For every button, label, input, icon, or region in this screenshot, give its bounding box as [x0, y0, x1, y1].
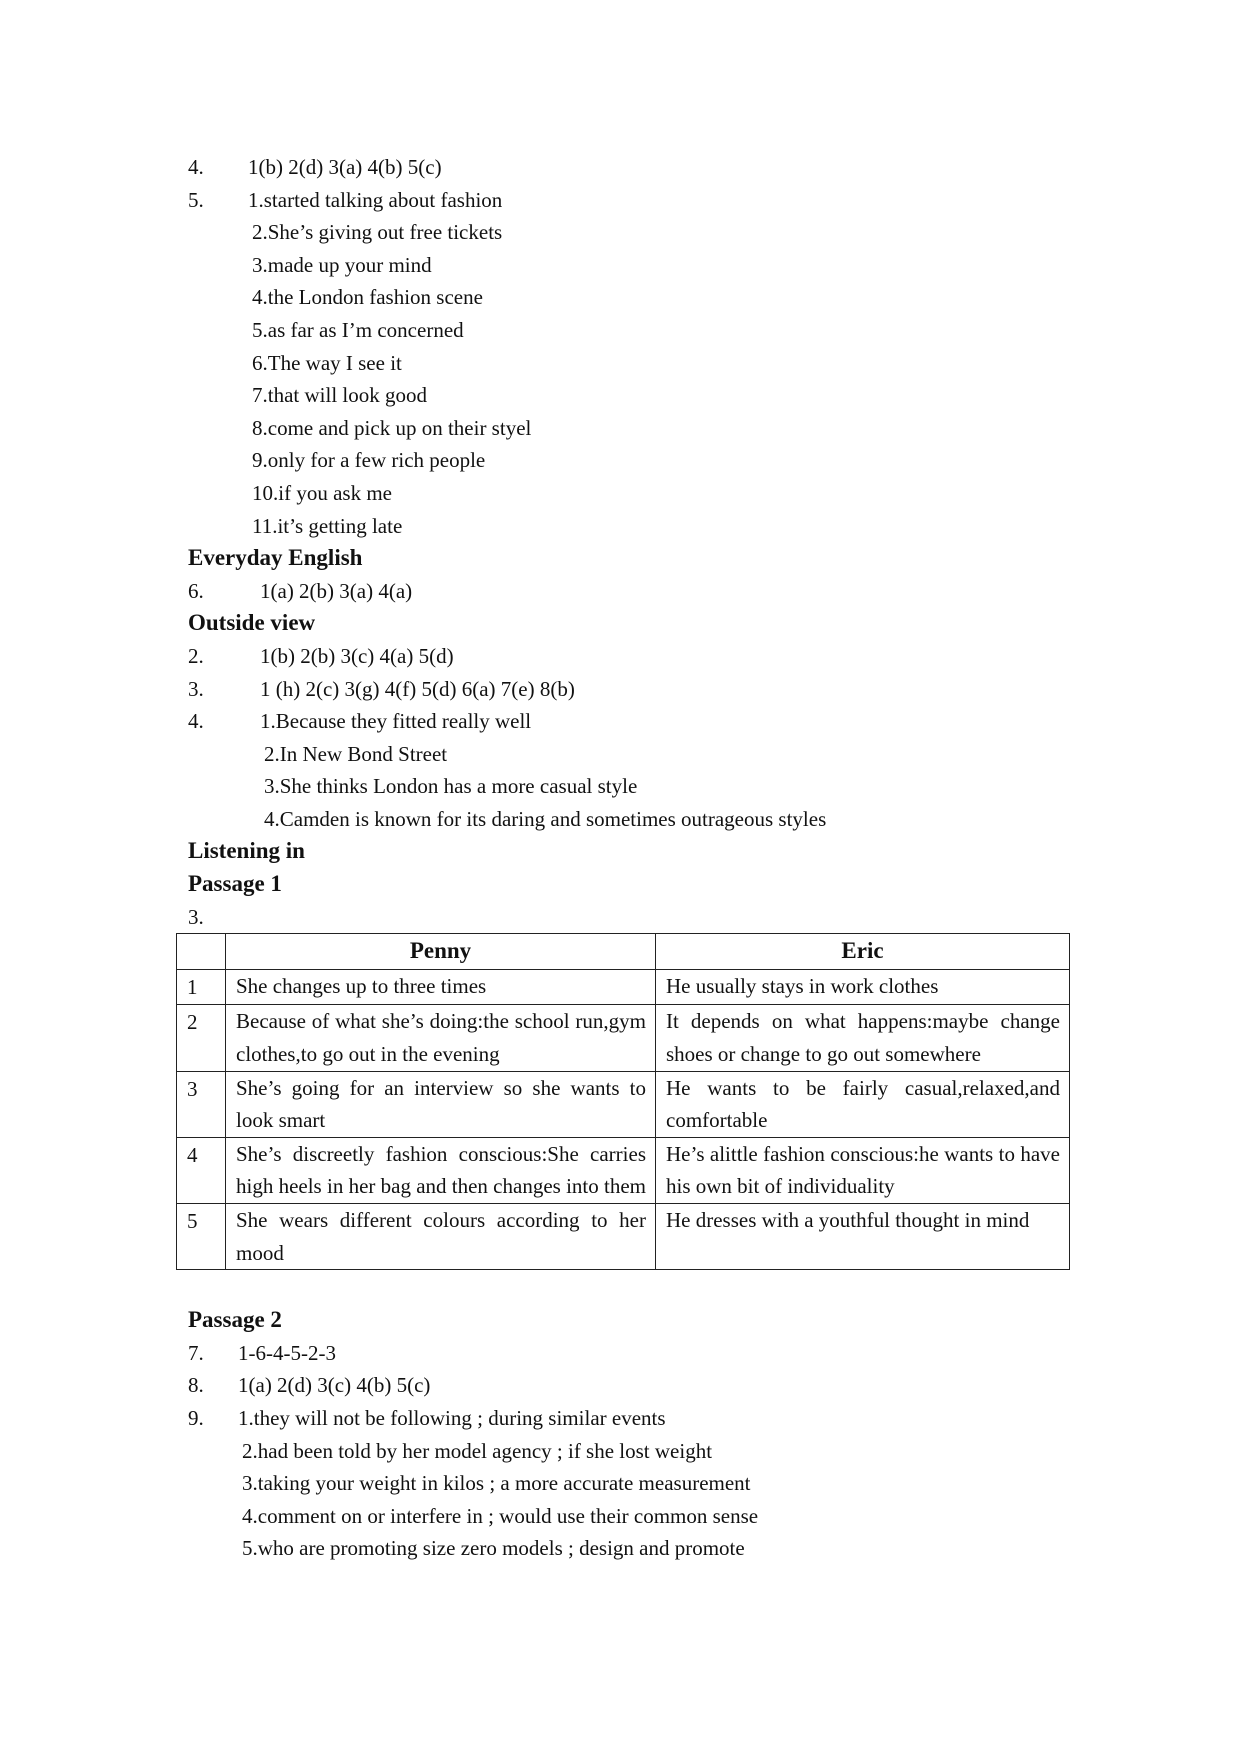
answer-line-row — [188, 347, 1068, 380]
answer-item — [188, 151, 1068, 184]
answer-line: 8.come and pick up on their styel — [252, 415, 532, 440]
answer-line-row — [188, 770, 1068, 803]
answer-line-row — [188, 412, 1068, 445]
answer-line: 1.Because they fitted really well — [260, 709, 532, 734]
answer-text: 1 (h) 2(c) 3(g) 4(f) 5(d) 6(a) 7(e) 8(b) — [260, 676, 575, 701]
answer-item — [188, 1369, 1068, 1402]
column-header-eric: Eric — [656, 934, 1070, 970]
item-number: 4. — [188, 155, 204, 179]
row-number: 1 — [177, 969, 226, 1005]
item-number: 7. — [188, 1340, 204, 1365]
answer-line-row — [188, 477, 1068, 510]
passage-2-heading: Passage 2 — [188, 1307, 282, 1333]
eric-cell: He usually stays in work clothes — [656, 969, 1070, 1005]
answer-line-row — [188, 738, 1068, 771]
answer-line: 3.She thinks London has a more casual style — [264, 774, 638, 799]
penny-cell: She wears different colours according to her mood — [226, 1204, 656, 1270]
item-number: 5. — [188, 187, 204, 212]
answer-line: 6.The way I see it — [252, 350, 402, 375]
answer-line-row — [188, 444, 1068, 477]
penny-cell: She changes up to three times — [226, 969, 656, 1005]
item-number: 6. — [188, 578, 204, 603]
item-number: 9. — [188, 1405, 204, 1430]
row-number: 2 — [177, 1005, 226, 1071]
item-number: 3. — [188, 904, 204, 929]
table-row — [177, 969, 1070, 1005]
answer-line-row — [188, 379, 1068, 412]
answer-line: 1.they will not be following ; during similar events — [238, 1405, 666, 1430]
answer-item — [188, 705, 1068, 738]
penny-cell: Because of what she’s doing:the school run,gym clothes,to go out in the evening — [226, 1005, 656, 1071]
table-header-row — [177, 934, 1070, 970]
answer-line: 5.as far as I’m concerned — [252, 317, 464, 342]
answer-item — [188, 1337, 1068, 1370]
item-number: 2. — [188, 643, 204, 668]
answer-text: 1(a) 2(b) 3(a) 4(a) — [260, 578, 413, 603]
answer-line: 4.the London fashion scene — [252, 285, 483, 310]
answer-line-row — [188, 510, 1068, 543]
answer-line: 9.only for a few rich people — [252, 448, 486, 473]
answer-line-row — [188, 1467, 1068, 1500]
answer-line: 11.it’s getting late — [252, 513, 403, 538]
question-number — [188, 901, 1068, 934]
answer-line: 4.comment on or interfere in ; would use their common sense — [242, 1503, 759, 1528]
answer-text: 1(a) 2(d) 3(c) 4(b) 5(c) — [238, 1373, 431, 1398]
eric-cell: He wants to be fairly casual,relaxed,and comfortable — [656, 1071, 1070, 1137]
section-heading-outside-view: Outside view — [188, 610, 316, 636]
column-header-penny: Penny — [226, 934, 656, 970]
answer-line-row — [188, 803, 1068, 836]
column-header — [177, 934, 226, 970]
section-heading-everyday-english: Everyday English — [188, 545, 363, 571]
section-heading-listening-in: Listening in — [188, 838, 305, 864]
answer-line-row — [188, 249, 1068, 282]
answer-line: 2.had been told by her model agency ; if she lost weight — [242, 1438, 713, 1463]
passage-1-heading: Passage 1 — [188, 871, 282, 897]
answer-key — [188, 151, 1068, 1565]
answer-item — [188, 1402, 1068, 1435]
table-row — [177, 1204, 1070, 1270]
answer-line: 5.who are promoting size zero models ; design and promote — [242, 1536, 745, 1561]
answer-line-row — [188, 1532, 1068, 1565]
row-number: 5 — [177, 1204, 226, 1270]
penny-eric-table — [176, 933, 1070, 1270]
answer-item — [188, 575, 1068, 608]
answer-line: 3.made up your mind — [252, 252, 432, 277]
answer-text: 1-6-4-5-2-3 — [238, 1340, 336, 1365]
eric-cell: He dresses with a youthful thought in mind — [656, 1204, 1070, 1270]
eric-cell: It depends on what happens:maybe change shoes or change to go out somewhere — [656, 1005, 1070, 1071]
answer-line: 7.that will look good — [252, 383, 427, 408]
row-number: 4 — [177, 1137, 226, 1203]
item-number: 4. — [188, 709, 204, 734]
table-row — [177, 1137, 1070, 1203]
answer-line-row — [188, 1435, 1068, 1468]
answer-line-row — [188, 1500, 1068, 1533]
table-row — [177, 1071, 1070, 1137]
answer-line-row — [188, 216, 1068, 249]
answer-line: 4.Camden is known for its daring and sometimes outrageous styles — [264, 806, 827, 831]
answer-line-row — [188, 281, 1068, 314]
eric-cell: He’s alittle fashion conscious:he wants to have his own bit of individuality — [656, 1137, 1070, 1203]
table-row — [177, 1005, 1070, 1071]
penny-cell: She’s going for an interview so she wants to look smart — [226, 1071, 656, 1137]
answer-line: 2.She’s giving out free tickets — [252, 220, 503, 245]
answer-line: 1.started talking about fashion — [248, 187, 503, 212]
answer-text: 1(b) 2(d) 3(a) 4(b) 5(c) — [248, 155, 442, 179]
answer-text: 1(b) 2(b) 3(c) 4(a) 5(d) — [260, 643, 454, 668]
answer-line-row — [188, 314, 1068, 347]
spacer — [188, 1270, 1068, 1304]
answer-item — [188, 673, 1068, 706]
row-number: 3 — [177, 1071, 226, 1137]
item-number: 8. — [188, 1373, 204, 1398]
answer-line: 3.taking your weight in kilos ; a more accurate measurement — [242, 1471, 751, 1496]
answer-line: 2.In New Bond Street — [264, 741, 448, 766]
penny-cell: She’s discreetly fashion conscious:She carries high heels in her bag and then changes into them — [226, 1137, 656, 1203]
answer-item — [188, 184, 1068, 217]
answer-line: 10.if you ask me — [252, 480, 392, 505]
item-number: 3. — [188, 676, 204, 701]
answer-item — [188, 640, 1068, 673]
